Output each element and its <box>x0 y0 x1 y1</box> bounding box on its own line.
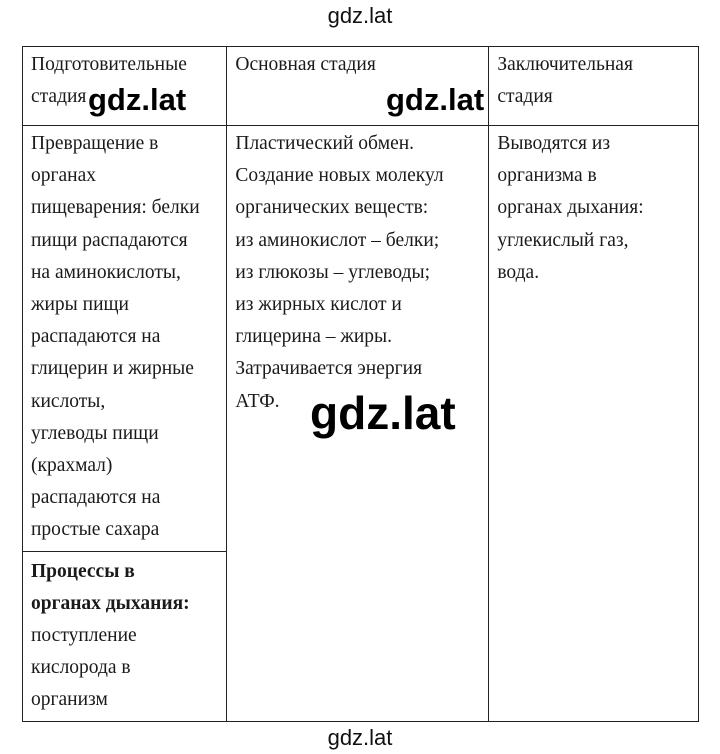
cell-text-line: глицерина – жиры. <box>235 326 393 348</box>
cell-text-line: из глюкозы – углеводы; <box>235 261 431 283</box>
cell-text-line: АТФ. <box>235 390 280 412</box>
watermark-overlay-left: gdz.lat <box>88 82 187 117</box>
cell-text-line: Пластический обмен. <box>235 133 415 154</box>
cell-text-line: организма в <box>497 165 597 187</box>
cell-text-line: Создание новых молекул <box>235 165 444 187</box>
cell-text-line: Затрачивается энергия <box>235 358 423 380</box>
cell-bold-line: Процессы в <box>31 560 135 582</box>
cell-bold-line: органах дыхания: <box>31 592 190 614</box>
cell-text-line: органах дыхания: <box>497 197 644 219</box>
watermark-overlay-large: gdz.lat <box>310 387 456 439</box>
cell-text-line: Превращение в <box>31 133 159 154</box>
cell-text-line: организм <box>31 689 108 711</box>
cell-text-line: кислорода в <box>31 657 131 679</box>
watermark-top: gdz.lat <box>327 3 393 28</box>
stages-table <box>22 46 699 722</box>
cell-text-line: на аминокислоты, <box>31 261 181 283</box>
header-final-stage <box>489 47 699 126</box>
watermark-overlay-middle: gdz.lat <box>386 82 485 117</box>
cell-text-line: поступление <box>31 625 137 647</box>
cell-text-line: (крахмал) <box>31 455 113 477</box>
header-text-line: Заключительная <box>497 54 633 75</box>
cell-text-line: пищи распадаются <box>31 229 188 251</box>
cell-text-line: органах <box>31 165 96 187</box>
table-body-row <box>23 126 699 552</box>
cell-text-line: распадаются на <box>31 326 161 348</box>
cell-digestion-processes <box>23 126 227 552</box>
header-text-line: стадия <box>31 86 87 108</box>
cell-text-line: распадаются на <box>31 487 161 509</box>
cell-text-line: вода. <box>497 261 540 283</box>
cell-text-line: кислоты, <box>31 390 106 412</box>
header-text-line: Основная стадия <box>235 54 376 75</box>
cell-text-line: простые сахара <box>31 519 160 541</box>
header-text-line: Подготовительные <box>31 54 187 75</box>
cell-final-stage-description <box>489 126 699 722</box>
cell-text-line: углекислый газ, <box>497 229 629 251</box>
cell-text-line: органических веществ: <box>235 197 429 219</box>
cell-text-line: пищеварения: белки <box>31 197 200 219</box>
cell-text-line: глицерин и жирные <box>31 358 194 380</box>
header-text-line: стадия <box>497 86 553 108</box>
cell-text-line: из аминокислот – белки; <box>235 229 440 251</box>
cell-text-line: углеводы пищи <box>31 422 159 444</box>
cell-text-line: Выводятся из <box>497 133 611 154</box>
cell-text-line: жиры пищи <box>31 294 129 316</box>
watermark-bottom: gdz.lat <box>327 725 393 750</box>
cell-text-line: из жирных кислот и <box>235 294 402 316</box>
cell-respiratory-processes <box>23 551 227 721</box>
